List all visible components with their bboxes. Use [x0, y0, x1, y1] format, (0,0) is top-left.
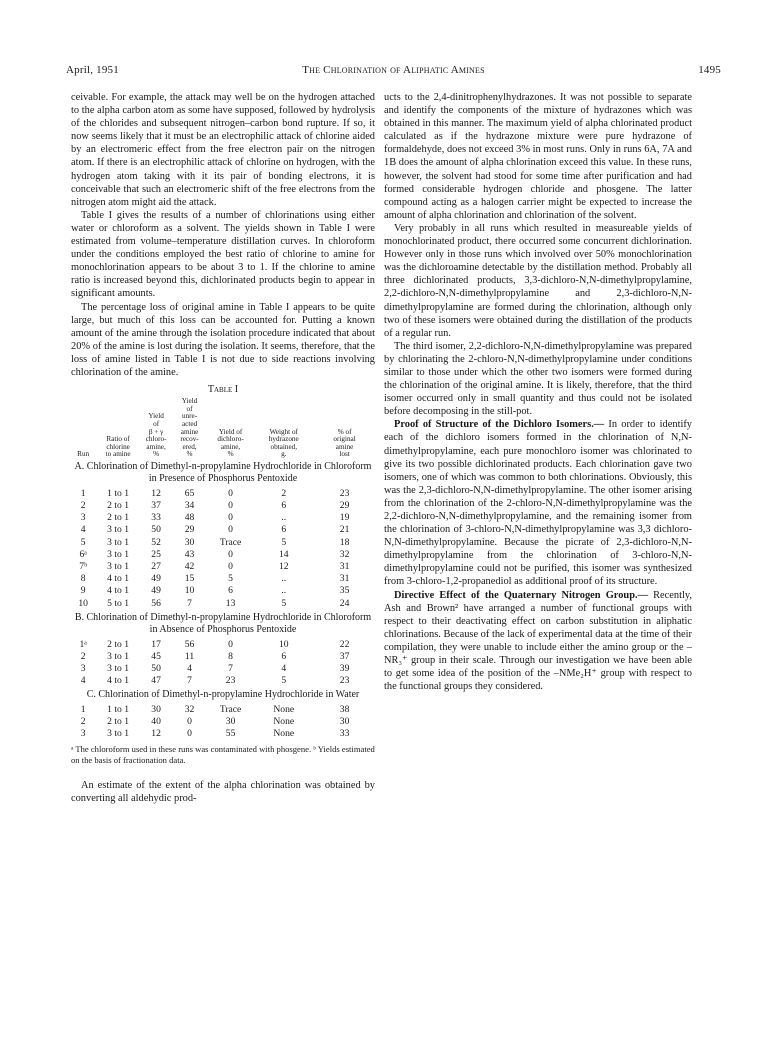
table-cell: 38 [339, 703, 350, 715]
table-row [71, 675, 375, 687]
table-cell: 30 [184, 536, 195, 548]
table-cell: .. [281, 585, 287, 597]
table-header-line: obtained, [270, 442, 298, 451]
table-cell: 31 [339, 573, 350, 585]
table-cell: 6 [281, 499, 287, 511]
table-header-line: chloro- [145, 435, 167, 444]
section-directive-effect [384, 589, 692, 694]
table-cell: 0 [228, 638, 233, 650]
table-cell: 7 [187, 675, 192, 687]
table-cell: 27 [151, 560, 161, 572]
table-cell: 32 [184, 703, 195, 715]
table-i [71, 383, 375, 765]
table-cell: 1ᵃ [79, 638, 87, 650]
running-header [66, 64, 721, 78]
table-cell: 56 [151, 597, 161, 609]
table-header-line: original [333, 435, 356, 444]
table-header-line: recov- [180, 435, 199, 444]
table-cell: 50 [151, 662, 161, 674]
table-header [71, 398, 375, 459]
table-cell: Trace [219, 536, 242, 548]
table-cell: 25 [151, 548, 161, 560]
table-cell: 23 [339, 487, 350, 499]
header-date: April, 1951 [66, 64, 119, 76]
table-cell: 1 to 1 [107, 487, 130, 499]
table-cell: 12 [278, 560, 289, 572]
table-cell: 2 to 1 [107, 499, 130, 511]
table-cell: 23 [225, 675, 236, 687]
table-cell: 3 [80, 728, 86, 740]
section-heading-structure: Proof of Structure of the Dichloro Isomers.— [394, 419, 605, 431]
table-cell: 55 [225, 728, 236, 740]
table-cell: 0 [187, 715, 192, 727]
table-row [71, 716, 375, 728]
table-header-line: ered, [182, 442, 197, 451]
table-cell: 5 [228, 573, 233, 585]
section-body-structure: In order to identify each of the dichloro isomers formed in the chlorination of N,N-dimethylpropylamine, each pure monochloro isomer was chlorinated to give its two possible dichlorinated products. Each chlorination gave two isomers, one of which was common to both chlorinations. Obviously, this was the 2,3-dichloro-N,N-dimethylpropylamine. The other isomer arising from the chlorination of the 2-chloro-N,N-dimethylpropylamine was the 2,2-dichloro-N,N-dimethylpropylamine, and the remaining isomer from the chlorination of 3-chloro-N,N-dimethylpropylamine was 3,3 dichloro-N,N-dimethylpropylamine. Because the picrate of 2,3-dichloro-N,N-dimethylpropylamine from the chlorination of 3-chloro-N,N-dimethylpropylamine could not be purified, this isomer was synthesized from 3-chloro-1,2-propanediol as additional proof of its structure. [384, 419, 692, 588]
table-cell: 14 [278, 548, 289, 560]
table-cell: 17 [151, 638, 161, 650]
table-cell: 10 [278, 638, 289, 650]
table-cell: 30 [339, 715, 350, 727]
table-cell: 43 [184, 548, 195, 560]
table-cell: 5 [281, 536, 287, 548]
table-cell: 4 [187, 662, 192, 674]
table-group-title: C. Chlorination of Dimethyl-n-propylamine Hydrochloride in Water [86, 689, 360, 701]
table-group-body [71, 639, 375, 688]
table-cell: 48 [184, 512, 195, 524]
table-cell: 3 to 1 [107, 524, 130, 536]
table-header-line: % of [337, 427, 352, 436]
table-cell: 11 [184, 650, 195, 662]
table-header-line: unre- [181, 412, 198, 421]
table-header-line: Ratio of [106, 435, 130, 444]
table-header-cell [95, 398, 141, 459]
table-header-row [71, 398, 375, 459]
table-header-line: amine, [146, 442, 166, 451]
table-row [71, 500, 375, 512]
table-cell: 30 [225, 715, 236, 727]
table-cell: 4 to 1 [107, 585, 130, 597]
table-header-line: % [186, 450, 193, 459]
table-row [71, 663, 375, 675]
table-header-line: % [227, 450, 234, 459]
table-cell: 7ᵇ [79, 560, 88, 572]
table-cell: 0 [228, 560, 233, 572]
table-cell: None [273, 703, 295, 715]
table-header-line: g. [281, 450, 287, 459]
table-cell: 21 [339, 524, 350, 536]
table-header-line: Yield [181, 397, 198, 406]
table-row [71, 549, 375, 561]
table-cell: 4 to 1 [107, 573, 130, 585]
table-cell: 6ᵃ [79, 548, 87, 560]
table-cell: 4 [80, 524, 86, 536]
header-title: The Chlorination of Aliphatic Amines [302, 64, 485, 76]
table-groups [71, 461, 375, 740]
table-header-line: Yield of [218, 427, 243, 436]
table-header-line: amine, [220, 442, 241, 451]
table-cell: 2 to 1 [107, 512, 130, 524]
table-header-line: acted [181, 419, 198, 428]
table-header-cell [208, 398, 254, 459]
right-paragraph-1: ucts to the 2,4-dinitrophenylhydrazones. It was not possible to separate and identify the components of the mixture of hydrazones which was obtained in this manner. The maximum yield of alpha chlorinated product calculated as if the hydrazone mixture were pure hydrazone of formaldehyde, does not exceed 3% in most runs. Only in runs 6A, 7A and 1B does the amount of alpha chlorination exceed this value. In these runs, however, the solvent had stood for some time after purification and had formed considerable hydrogen chloride and phosgene. The latter compound acting as a halogen carrier might be expected to increase the amount of alpha chlorination and chlorination of the solvent. [384, 92, 692, 221]
table-cell: 9 [80, 585, 86, 597]
table-header-cell [171, 398, 207, 459]
table-cell: 29 [339, 499, 350, 511]
table-cell: 30 [151, 703, 161, 715]
table-cell: 47 [151, 675, 161, 687]
table-cell: 0 [187, 728, 192, 740]
table-cell: 1 to 1 [107, 703, 130, 715]
table-cell: 0 [228, 512, 233, 524]
table-cell: 4 [80, 675, 86, 687]
table-header-line: dichloro- [217, 435, 244, 444]
table-cell: 34 [184, 499, 195, 511]
table-group-body [71, 488, 375, 610]
table-cell: None [273, 715, 295, 727]
table-cell: 3 to 1 [107, 662, 130, 674]
left-paragraph-3: The percentage loss of original amine in Table I appears to be quite large, but much of this loss can be accounted for. Putting a known amount of the amine through the isolation procedure indicated that about 20% of the amine is lost during the isolation. It seems, therefore, that the loss of amine listed in Table I is not due to side reactions involving chlorination of the amine. [71, 301, 375, 378]
table-row [71, 573, 375, 585]
table-cell: 3 [80, 662, 86, 674]
table-cell: 3 [80, 512, 86, 524]
table-cell: 3 to 1 [107, 560, 130, 572]
section-structure-proof [384, 418, 692, 588]
table-header-line: Yield [148, 412, 164, 421]
section-heading-directive: Directive Effect of the Quaternary Nitrogen Group.— [394, 589, 648, 601]
table-cell: 10 [78, 597, 88, 609]
table-cell: .. [281, 573, 287, 585]
table-row [71, 512, 375, 524]
table-cell: 0 [228, 487, 233, 499]
table-cell: 1 [80, 487, 86, 499]
table-header-line: chlorine [106, 442, 130, 451]
right-paragraph-3: The third isomer, 2,2-dichloro-N,N-dimethylpropylamine was prepared by chlorinating the 2-chloro-N,N-dimethylpropylamine under conditions similar to those under which the other two isomers were formed during the chlorination of the original amine. It is likely, therefore, that the third isomer occurred only in small quantity and thus could not be isolated before decomposing in the still-pot. [384, 340, 692, 418]
table-cell: 2 to 1 [107, 638, 130, 650]
table-cell: 3 to 1 [107, 650, 130, 662]
table-cell: 2 [80, 650, 86, 662]
table-cell: 52 [151, 536, 161, 548]
table-title: Table I [207, 384, 239, 396]
table-header-line: hydrazone [268, 435, 299, 444]
table-header-cell [71, 398, 95, 459]
table-row [71, 537, 375, 549]
table-row [71, 728, 375, 740]
table-cell: 4 [281, 662, 287, 674]
table-cell: 31 [339, 560, 350, 572]
table-cell: 49 [151, 585, 161, 597]
table-header-cell [314, 398, 375, 459]
right-column [384, 91, 692, 693]
table-cell: 3 to 1 [107, 536, 130, 548]
table-cell: None [273, 728, 295, 740]
table-cell: 65 [184, 487, 195, 499]
right-paragraph-2: Very probably in all runs which resulted in measureable yields of monochlorinated product, there occurred some concurrent dichlorination. However only in those runs which involved over 50% monochlorination was the dichloroamine detectable by the distillation method. Probably all three dichlorinated products, 3,3-dichloro-N,N-dimethylpropylamine, 2,2-dichloro-N,N-dimethylpropylamine and 2,3-dichloro-N,N-dimethylpropylamine are formed during the chlorination, although only two of these isomers were obtained during the distillation of the products of a regular run. [384, 222, 692, 339]
table-cell: 40 [151, 715, 161, 727]
table-cell: 33 [339, 728, 350, 740]
table-header-line: Weight of [269, 427, 298, 436]
table-cell: Trace [219, 703, 242, 715]
table-row [71, 639, 375, 651]
table-cell: 4 to 1 [107, 675, 130, 687]
table-cell: 5 [80, 536, 86, 548]
table-cell: 1 [80, 703, 86, 715]
table-header-line: Run [77, 450, 90, 459]
table-cell: 39 [339, 662, 350, 674]
left-paragraph-2: Table I gives the results of a number of chlorinations using either water or chloroform as a solvent. The yields shown in Table I were estimated from volume–temperature distillation curves. In chloroform under the conditions employed the best ratio of chlorine to amine for monochlorination appears to be about 3 to 1. If the chlorine to amine ratio is increased beyond this, dichlorinated products begin to appear in significant amounts. [71, 209, 375, 300]
table-cell: 6 [228, 585, 233, 597]
table-header-line: to amine [105, 450, 131, 459]
table-cell: 49 [151, 573, 161, 585]
table-cell: 35 [339, 585, 350, 597]
table-cell: 5 to 1 [107, 597, 130, 609]
left-column [71, 91, 375, 805]
table-header-line: of [186, 404, 193, 413]
table-cell: 12 [151, 728, 161, 740]
section-body-directive: Recently, Ash and Brown² have arranged a number of functional groups with respect to their deactivating effect on carbon substitution in aliphatic chlorinations. Because of the lack of experimental data at the time of their compilation, they were unable to include either the amino group or the –NR₃⁺ group in their scale. Through our investigation we have been able to get some idea of the position of the –NMe₂H⁺ group with respect to the functional groups they considered. [384, 589, 692, 693]
table-cell: .. [281, 512, 287, 524]
table-header-cell [253, 398, 314, 459]
table-cell: 13 [225, 597, 236, 609]
table-header-line: lost [339, 450, 350, 459]
table-cell: 5 [281, 675, 287, 687]
table-cell: 12 [151, 487, 161, 499]
table-cell: 0 [228, 499, 233, 511]
table-cell: 2 to 1 [107, 715, 130, 727]
table-cell: 6 [281, 650, 287, 662]
table-cell: 2 [281, 487, 287, 499]
table-cell: 6 [281, 524, 287, 536]
table-cell: 0 [228, 524, 233, 536]
table-cell: 2 [80, 499, 86, 511]
table-cell: 33 [151, 512, 161, 524]
table-cell: 22 [339, 638, 350, 650]
table-row [71, 524, 375, 536]
table-cell: 56 [184, 638, 195, 650]
table-row [71, 598, 375, 610]
table-header-cell [141, 398, 171, 459]
left-paragraph-4: An estimate of the extent of the alpha chlorination was obtained by converting all aldehydic prod- [71, 779, 375, 804]
table-cell: 8 [80, 573, 86, 585]
table-cell: 2 [80, 715, 86, 727]
page-number: 1495 [698, 64, 721, 76]
table-cell: 45 [151, 650, 161, 662]
table-group-body [71, 704, 375, 741]
table-cell: 37 [339, 650, 350, 662]
table-cell: 29 [184, 524, 195, 536]
table-header-line: β + γ [148, 427, 164, 436]
table-cell: 5 [281, 597, 287, 609]
table-cell: 37 [151, 499, 161, 511]
table-cell: 3 to 1 [107, 728, 130, 740]
table-row [71, 704, 375, 716]
table-cell: 0 [228, 548, 233, 560]
table-cell: 7 [228, 662, 233, 674]
table-header-line: amine [180, 427, 199, 436]
table-cell: 3 to 1 [107, 548, 130, 560]
table-group-title: A. Chlorination of Dimethyl-n-propylamine Hydrochloride in Chloroform in Presence of Phosphorus Pentoxide [74, 460, 372, 485]
table-group-title: B. Chlorination of Dimethyl-n-propylamine Hydrochloride in Chloroform in Absence of Phosphorus Pentoxide [74, 611, 372, 636]
table-cell: 10 [184, 585, 195, 597]
left-paragraph-1: ceivable. For example, the attack may well be on the hydrogen attached to the alpha carbon atom as some have supposed, followed by hydrolysis of the chlorides and subsequent nitrogen–carbon bond rupture. If so, it now seems likely that it must be an electrophilic attack of chlorine aided by an electromeric effect from the free electron pair on the nitrogen atom. If there is an electrophilic attack of chlorine on hydrogen, with the hydrogen atom taking with it its pair of bonding electrons, it is conceivable that such an electromeric shift of the free electrons from the nitrogen atom might aid the attack. [71, 92, 375, 208]
table-cell: 19 [339, 512, 350, 524]
table-cell: 15 [184, 573, 195, 585]
table-cell: 7 [187, 597, 192, 609]
table-header-line: of [153, 419, 160, 428]
table-cell: 18 [339, 536, 350, 548]
table-cell: 24 [339, 597, 350, 609]
table-cell: 8 [228, 650, 233, 662]
table-header-line: amine [335, 442, 354, 451]
table-header-line: % [153, 450, 160, 459]
table-row [71, 561, 375, 573]
table-row [71, 488, 375, 500]
table-cell: 32 [339, 548, 350, 560]
table-cell: 50 [151, 524, 161, 536]
table-cell: 23 [339, 675, 350, 687]
table-footnote: ᵃ The chloroform used in these runs was contaminated with phosgene. ᵇ Yields estimated on the basis of fractionation data. [71, 744, 375, 765]
table-row [71, 585, 375, 597]
table-row [71, 651, 375, 663]
table-cell: 42 [184, 560, 195, 572]
